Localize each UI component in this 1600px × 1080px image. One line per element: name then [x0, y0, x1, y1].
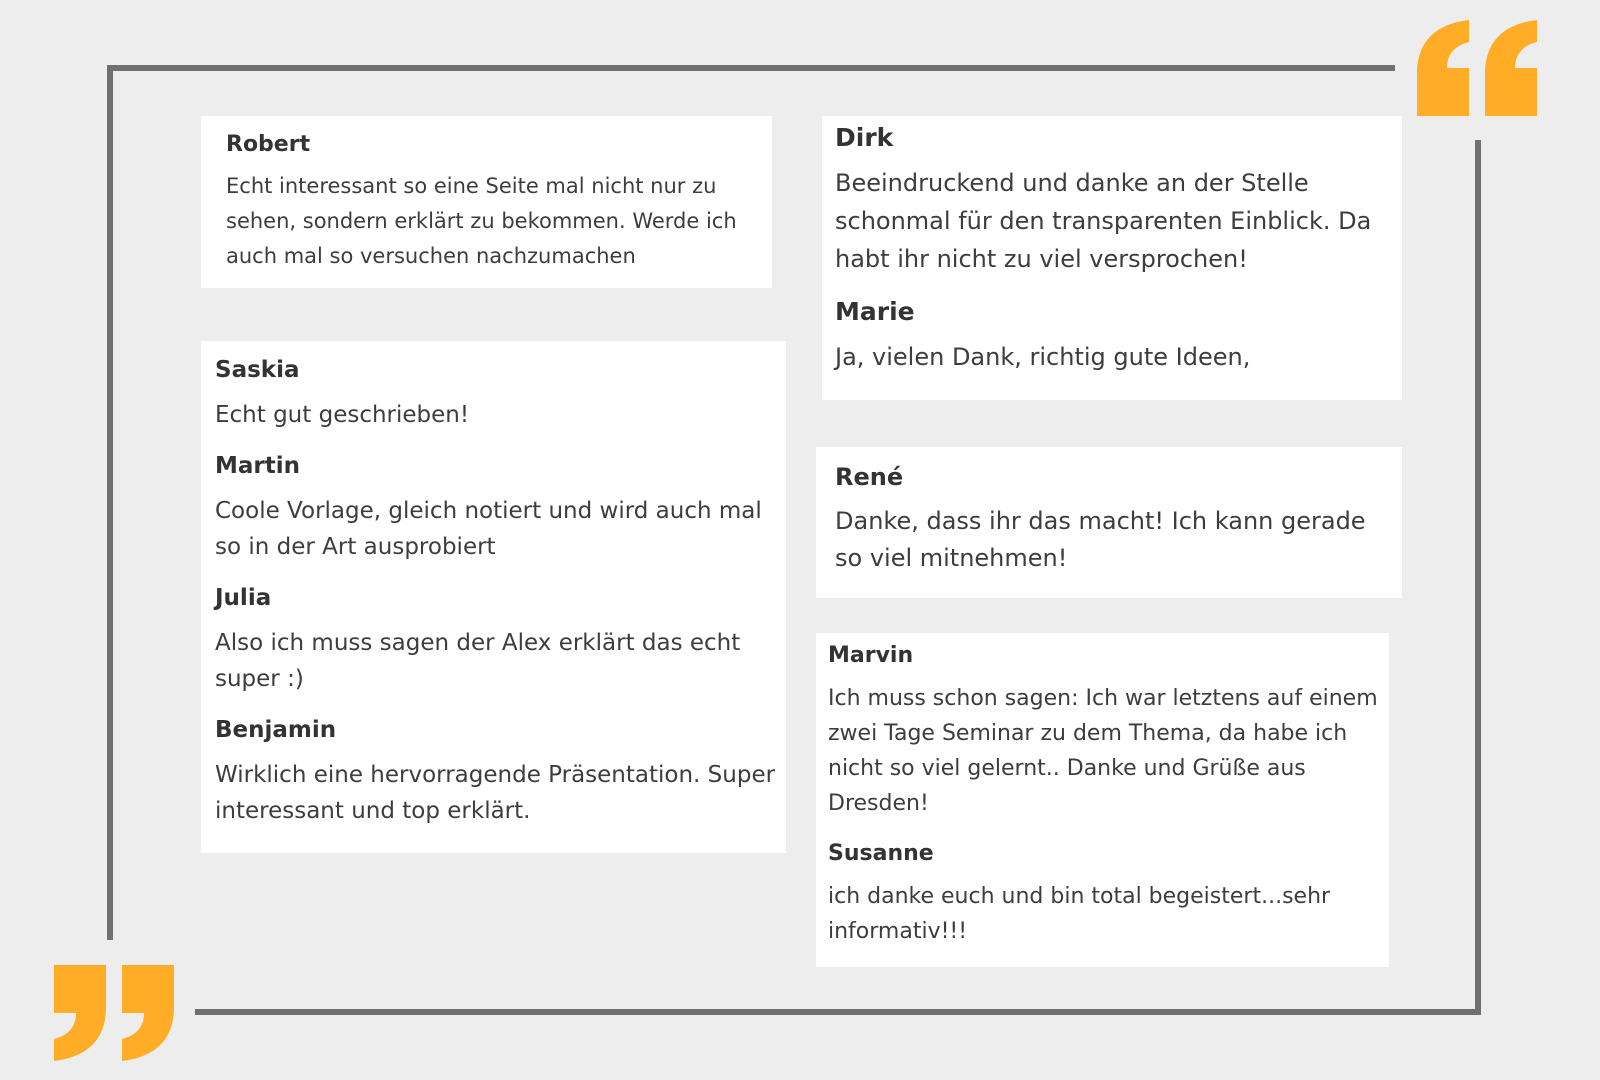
- commenter-name: Benjamin: [215, 717, 337, 743]
- comment-text: Coole Vorlage, gleich notiert und wird auch mal so in der Art ausprobiert: [215, 498, 762, 560]
- comment-card-group-left: [201, 341, 786, 853]
- frame-top-line: [107, 65, 1395, 71]
- commenter-name: Dirk: [835, 123, 894, 152]
- frame-bottom-line: [195, 1009, 1481, 1015]
- commenter-name: Marvin: [828, 643, 914, 668]
- commenter-name: Marie: [835, 297, 915, 326]
- commenter-name: Martin: [215, 453, 301, 479]
- frame-right-line: [1475, 140, 1481, 1015]
- comment-text: Ja, vielen Dank, richtig gute Ideen,: [835, 343, 1251, 371]
- comment-text: Echt gut geschrieben!: [215, 402, 470, 428]
- comment-text: Wirklich eine hervorragende Präsentation. Super interessant und top erklärt.: [215, 762, 776, 824]
- comment-text: Beeindruckend und danke an der Stelle schonmal für den transparenten Einblick. Da habt ihr nicht zu viel versprochen!: [835, 169, 1372, 273]
- comment-card-robert: [201, 116, 772, 288]
- closing-quote-icon: [52, 965, 174, 1061]
- comment-card-rene: [816, 447, 1402, 598]
- comment-text: Also ich muss sagen der Alex erklärt das echt super :): [215, 630, 741, 692]
- comment-text: Danke, dass ihr das macht! Ich kann gerade so viel mitnehmen!: [835, 507, 1366, 572]
- commenter-name: Robert: [226, 132, 311, 157]
- comment-text: Ich muss schon sagen: Ich war letztens auf einem zwei Tage Seminar zu dem Thema, da habe ich nicht so viel gelernt.. Danke und Grüße aus Dresden!: [828, 686, 1378, 816]
- commenter-name: Julia: [215, 585, 272, 611]
- commenter-name: Susanne: [828, 841, 934, 866]
- comment-text: Echt interessant so eine Seite mal nicht nur zu sehen, sondern erklärt zu bekommen. Werde ich auch mal so versuchen nachzumachen: [226, 174, 737, 268]
- comment-text: ich danke euch und bin total begeistert...sehr informativ!!!: [828, 884, 1331, 944]
- comment-card-group-right-top: [822, 116, 1402, 400]
- opening-quote-icon: [1417, 20, 1539, 116]
- commenter-name: Saskia: [215, 357, 300, 383]
- comment-card-group-right-bottom: [816, 633, 1389, 967]
- commenter-name: René: [835, 463, 904, 491]
- frame-left-line: [107, 65, 113, 940]
